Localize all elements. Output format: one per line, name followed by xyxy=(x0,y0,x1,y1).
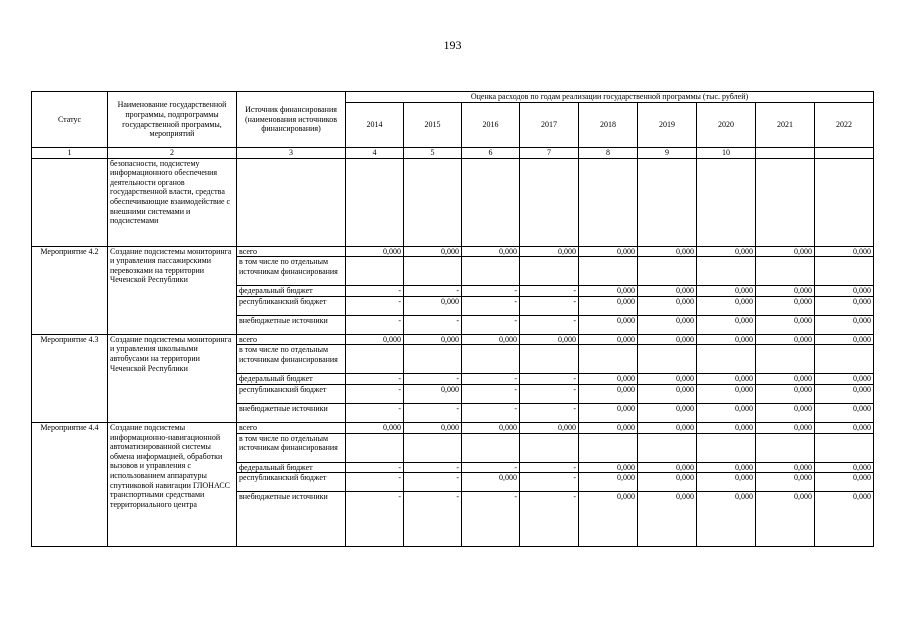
value-cell: 0,000 xyxy=(697,374,756,385)
value-cell: - xyxy=(404,374,462,385)
value-cell xyxy=(638,433,697,462)
value-cell: 0,000 xyxy=(579,286,638,297)
funding-source: внебюджетные источники xyxy=(237,492,346,547)
value-cell: - xyxy=(404,315,462,334)
year-header: 2022 xyxy=(815,103,874,148)
value-cell xyxy=(697,257,756,286)
value-cell: - xyxy=(520,374,579,385)
value-cell: - xyxy=(346,462,404,473)
funding-source: республиканский бюджет xyxy=(237,473,346,492)
value-cell: 0,000 xyxy=(756,246,815,257)
value-cell xyxy=(520,345,579,374)
value-cell: - xyxy=(462,374,520,385)
value-cell: 0,000 xyxy=(638,334,697,345)
value-cell: 0,000 xyxy=(697,286,756,297)
value-cell: 0,000 xyxy=(638,403,697,422)
value-cell: - xyxy=(346,473,404,492)
column-number: 8 xyxy=(579,148,638,159)
value-cell: 0,000 xyxy=(697,403,756,422)
value-cell xyxy=(756,433,815,462)
value-cell: - xyxy=(520,315,579,334)
value-cell: 0,000 xyxy=(697,315,756,334)
value-cell: 0,000 xyxy=(697,473,756,492)
page-number: 193 xyxy=(443,38,462,52)
measure-status: Мероприятие 4.3 xyxy=(32,334,108,422)
value-cell xyxy=(346,433,404,462)
value-cell: 0,000 xyxy=(638,286,697,297)
value-cell: 0,000 xyxy=(815,286,874,297)
funding-source: внебюджетные источники xyxy=(237,403,346,422)
value-cell: 0,000 xyxy=(579,473,638,492)
value-cell: - xyxy=(520,384,579,403)
value-cell: 0,000 xyxy=(579,492,638,547)
value-cell: 0,000 xyxy=(520,334,579,345)
value-cell: 0,000 xyxy=(697,462,756,473)
value-cell: 0,000 xyxy=(579,296,638,315)
value-cell: 0,000 xyxy=(638,374,697,385)
value-cell: 0,000 xyxy=(579,315,638,334)
year-header: 2020 xyxy=(697,103,756,148)
value-cell: - xyxy=(404,403,462,422)
column-number xyxy=(815,148,874,159)
value-cell: 0,000 xyxy=(462,422,520,433)
value-cell: 0,000 xyxy=(346,422,404,433)
value-cell: 0,000 xyxy=(579,374,638,385)
value-cell: 0,000 xyxy=(815,296,874,315)
funding-source: федеральный бюджет xyxy=(237,374,346,385)
value-cell: 0,000 xyxy=(579,422,638,433)
continuation-text: безопасности, подсистему информационного обеспечения деятельности органов государственной власти, средства обеспечивающие взаимодействие с внешними системами и подсистемами xyxy=(108,158,237,246)
funding-source: внебюджетные источники xyxy=(237,315,346,334)
year-header: 2018 xyxy=(579,103,638,148)
value-cell: 0,000 xyxy=(462,334,520,345)
value-cell xyxy=(462,433,520,462)
value-cell: - xyxy=(404,492,462,547)
value-cell: 0,000 xyxy=(520,246,579,257)
value-cell: 0,000 xyxy=(404,246,462,257)
value-cell: 0,000 xyxy=(462,473,520,492)
measure-status: Мероприятие 4.2 xyxy=(32,246,108,334)
value-cell: 0,000 xyxy=(638,246,697,257)
value-cell: - xyxy=(520,296,579,315)
value-cell xyxy=(404,257,462,286)
funding-source: в том числе по отдельным источникам финансирования xyxy=(237,345,346,374)
value-cell: 0,000 xyxy=(815,492,874,547)
value-cell xyxy=(638,345,697,374)
value-cell: 0,000 xyxy=(756,286,815,297)
column-number: 10 xyxy=(697,148,756,159)
value-cell: 0,000 xyxy=(815,422,874,433)
column-number: 2 xyxy=(108,148,237,159)
column-number: 3 xyxy=(237,148,346,159)
value-cell xyxy=(462,257,520,286)
value-cell: 0,000 xyxy=(346,246,404,257)
table-row xyxy=(32,334,874,345)
value-cell xyxy=(756,257,815,286)
value-cell: 0,000 xyxy=(815,462,874,473)
funding-source: федеральный бюджет xyxy=(237,462,346,473)
funding-source: всего xyxy=(237,246,346,257)
measure-status: Мероприятие 4.4 xyxy=(32,422,108,546)
value-cell: 0,000 xyxy=(346,334,404,345)
measure-name: Создание подсистемы информационно-навигационной автоматизированной системы обмена информацией, обработки вызовов и управления с использованием аппаратуры спутниковой навигации ГЛОНАСС транспортными средствами территориального центра xyxy=(108,422,237,546)
value-cell: 0,000 xyxy=(756,334,815,345)
year-header: 2015 xyxy=(404,103,462,148)
value-cell xyxy=(638,257,697,286)
table-row xyxy=(32,246,874,257)
value-cell: 0,000 xyxy=(404,384,462,403)
value-cell xyxy=(346,345,404,374)
value-cell: - xyxy=(462,384,520,403)
value-cell: - xyxy=(346,403,404,422)
year-header: 2021 xyxy=(756,103,815,148)
column-number: 1 xyxy=(32,148,108,159)
value-cell: 0,000 xyxy=(756,473,815,492)
value-cell: - xyxy=(346,286,404,297)
value-cell: - xyxy=(346,492,404,547)
value-cell: 0,000 xyxy=(579,384,638,403)
funding-source: всего xyxy=(237,422,346,433)
value-cell xyxy=(346,257,404,286)
value-cell: 0,000 xyxy=(404,334,462,345)
value-cell: - xyxy=(520,286,579,297)
value-cell: 0,000 xyxy=(520,422,579,433)
value-cell: - xyxy=(462,403,520,422)
value-cell xyxy=(462,345,520,374)
value-cell xyxy=(520,433,579,462)
year-header: 2016 xyxy=(462,103,520,148)
value-cell: 0,000 xyxy=(579,403,638,422)
value-cell: 0,000 xyxy=(697,422,756,433)
value-cell: - xyxy=(462,296,520,315)
value-cell: 0,000 xyxy=(697,492,756,547)
value-cell: 0,000 xyxy=(579,462,638,473)
value-cell: - xyxy=(404,462,462,473)
column-number: 5 xyxy=(404,148,462,159)
value-cell: 0,000 xyxy=(815,403,874,422)
value-cell xyxy=(815,345,874,374)
value-cell: 0,000 xyxy=(815,384,874,403)
funding-source: всего xyxy=(237,334,346,345)
value-cell: 0,000 xyxy=(756,492,815,547)
value-cell xyxy=(520,257,579,286)
value-cell: 0,000 xyxy=(756,384,815,403)
continuation-row xyxy=(32,158,874,246)
value-cell: 0,000 xyxy=(697,334,756,345)
header-source: Источник финансирования (наименования источников финансирования) xyxy=(237,92,346,148)
header-estimate: Оценка расходов по годам реализации государственной программы (тыс. рублей) xyxy=(346,92,874,103)
table-body xyxy=(32,158,874,547)
year-header: 2019 xyxy=(638,103,697,148)
value-cell: 0,000 xyxy=(697,296,756,315)
value-cell: 0,000 xyxy=(815,246,874,257)
value-cell xyxy=(697,433,756,462)
value-cell xyxy=(756,345,815,374)
value-cell xyxy=(815,257,874,286)
value-cell: - xyxy=(346,315,404,334)
value-cell: - xyxy=(462,462,520,473)
budget-table xyxy=(31,91,874,547)
value-cell: 0,000 xyxy=(756,403,815,422)
value-cell: 0,000 xyxy=(815,473,874,492)
column-number xyxy=(756,148,815,159)
column-number: 9 xyxy=(638,148,697,159)
value-cell xyxy=(697,345,756,374)
funding-source: республиканский бюджет xyxy=(237,384,346,403)
funding-source: в том числе по отдельным источникам финансирования xyxy=(237,433,346,462)
value-cell: 0,000 xyxy=(579,246,638,257)
value-cell: 0,000 xyxy=(756,374,815,385)
year-header: 2014 xyxy=(346,103,404,148)
value-cell xyxy=(404,433,462,462)
value-cell: 0,000 xyxy=(638,473,697,492)
value-cell: - xyxy=(404,473,462,492)
value-cell xyxy=(404,345,462,374)
value-cell: - xyxy=(520,492,579,547)
value-cell xyxy=(579,257,638,286)
value-cell: - xyxy=(404,286,462,297)
value-cell: - xyxy=(520,462,579,473)
header-status: Статус xyxy=(32,92,108,148)
value-cell: 0,000 xyxy=(638,384,697,403)
column-number: 6 xyxy=(462,148,520,159)
column-number: 4 xyxy=(346,148,404,159)
value-cell: 0,000 xyxy=(756,462,815,473)
value-cell: 0,000 xyxy=(697,246,756,257)
value-cell: 0,000 xyxy=(462,246,520,257)
value-cell: 0,000 xyxy=(697,384,756,403)
value-cell: 0,000 xyxy=(579,334,638,345)
value-cell: - xyxy=(346,374,404,385)
value-cell: 0,000 xyxy=(756,422,815,433)
value-cell: - xyxy=(520,473,579,492)
funding-source: республиканский бюджет xyxy=(237,296,346,315)
value-cell: 0,000 xyxy=(638,296,697,315)
value-cell: 0,000 xyxy=(638,422,697,433)
value-cell: 0,000 xyxy=(638,315,697,334)
year-header: 2017 xyxy=(520,103,579,148)
value-cell xyxy=(579,433,638,462)
value-cell: 0,000 xyxy=(815,315,874,334)
value-cell xyxy=(815,433,874,462)
value-cell: 0,000 xyxy=(404,422,462,433)
value-cell: - xyxy=(462,286,520,297)
value-cell: 0,000 xyxy=(756,315,815,334)
value-cell xyxy=(579,345,638,374)
value-cell: - xyxy=(346,296,404,315)
measure-name: Создание подсистемы мониторинга и управления школьными автобусами на территории Чеченской Республики xyxy=(108,334,237,422)
value-cell: 0,000 xyxy=(638,462,697,473)
header-name: Наименование государственной программы, подпрограммы государственной программы, мероприятий xyxy=(108,92,237,148)
value-cell: - xyxy=(462,315,520,334)
funding-source: в том числе по отдельным источникам финансирования xyxy=(237,257,346,286)
column-number: 7 xyxy=(520,148,579,159)
table-header xyxy=(32,92,874,159)
measure-name: Создание подсистемы мониторинга и управления пассажирскими перевозками на территории Чеченской Республики xyxy=(108,246,237,334)
value-cell: 0,000 xyxy=(638,492,697,547)
table-row xyxy=(32,422,874,433)
funding-source: федеральный бюджет xyxy=(237,286,346,297)
value-cell: 0,000 xyxy=(815,374,874,385)
value-cell: - xyxy=(346,384,404,403)
value-cell: 0,000 xyxy=(404,296,462,315)
value-cell: - xyxy=(462,492,520,547)
value-cell: 0,000 xyxy=(815,334,874,345)
value-cell: - xyxy=(520,403,579,422)
value-cell: 0,000 xyxy=(756,296,815,315)
